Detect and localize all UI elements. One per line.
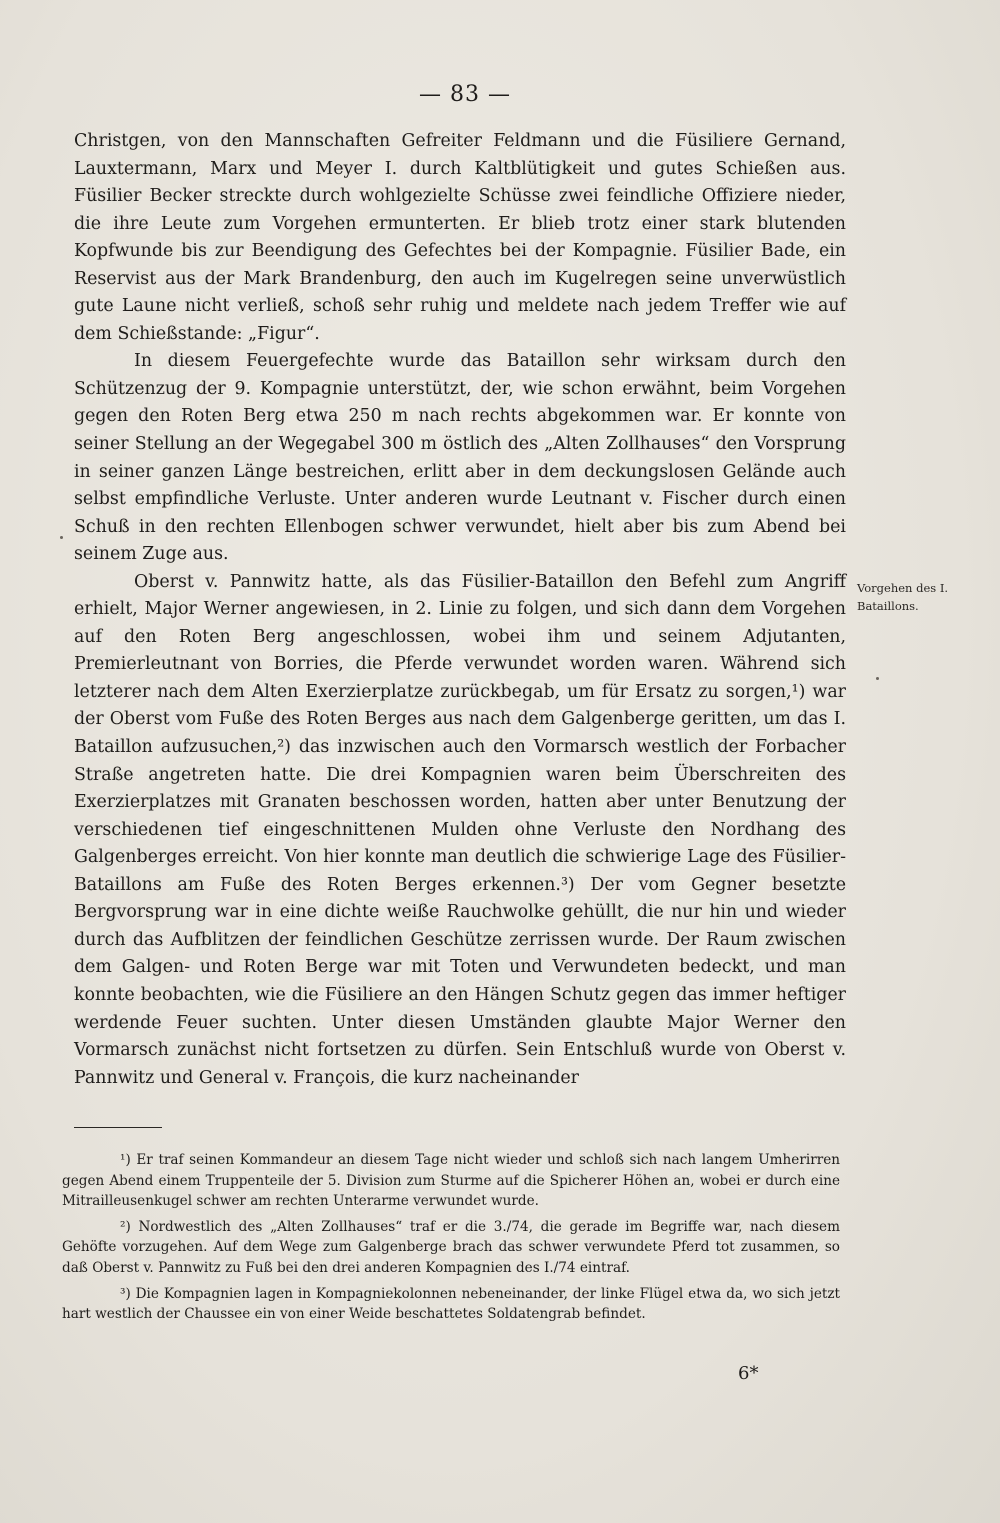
footnote: ¹) Er traf seinen Kommandeur an diesem Tage nicht wieder und schloß sich nach langem Umherirren gegen Abend einem Truppenteile der 5. Division zum Sturme auf die Spicherer Höhen an, wobei er durch eine Mitrailleusenkugel schwer am rechten Unterarme verwundet wurde. — [62, 1152, 840, 1210]
paragraph: Christgen, von den Mannschaften Gefreiter Feldmann und die Füsiliere Gernand, Lauxtermann, Marx und Meyer I. durch Kaltblütigkeit und gutes Schießen aus. Füsilier Becker streckte durch wohlgezielte Schüsse zwei feindliche Offiziere nieder, die ihre Leute zum Vorgehen ermunterten. Er blieb trotz einer stark blutenden Kopfwunde bis zur Beendigung des Gefechtes bei der Kompagnie. Füsilier Bade, ein Reservist aus der Mark Brandenburg, den auch im Kugelregen seine unverwüstlich gute Laune nicht verließ, schoß sehr ruhig und meldete nach jedem Treffer wie auf dem Schießstande: „Figur“. — [74, 131, 846, 344]
body-text — [74, 128, 846, 1092]
footnote: ³) Die Kompagnien lagen in Kompagniekolonnen nebeneinander, der linke Flügel etwa da, wo sich jetzt hart westlich der Chaussee ein von einer Weide beschattetes Soldatengrab befindet. — [62, 1285, 840, 1323]
paragraph: Oberst v. Pannwitz hatte, als das Füsilier-Bataillon den Befehl zum Angriff erhielt, Major Werner angewiesen, in 2. Linie zu folgen, und sich dann dem Vorgehen auf den Roten Berg angeschlossen, wobei ihm und seinem Adjutanten, Premierleutnant von Borries, die Pferde verwundet worden waren. Während sich letzterer nach dem Alten Exerzierplatze zurückbegab, um für Ersatz zu sorgen,¹) war der Oberst vom Fuße des Roten Berges aus nach dem Galgenberge geritten, um das I. Bataillon aufzusuchen,²) das inzwischen auch den Vormarsch westlich der Forbacher Straße angetreten hatte. Die drei Kompagnien waren beim Überschreiten des Exerzierplatzes mit Granaten beschossen worden, hatten aber unter Benutzung der verschiedenen tief eingeschnittenen Mulden ohne Verluste den Nordhang des Galgenberges erreicht. Von hier konnte man deutlich die schwierige Lage des Füsilier-Bataillons am Fuße des Roten Berges erkennen.³) Der vom Gegner besetzte Bergvorsprung war in eine dichte weiße Rauchwolke gehüllt, die nur hin und wieder durch das Aufblitzen der feindlichen Geschütze zerrissen wurde. Der Raum zwischen dem Galgen- und Roten Berge war mit Toten und Verwundeten bedeckt, und man konnte beobachten, wie die Füsiliere an den Hängen Schutz gegen das immer heftiger werdende Feuer suchten. Unter diesen Umständen glaubte Major Werner den Vormarsch zunächst nicht fortsetzen zu dürfen. Sein Entschluß wurde von Oberst v. Pannwitz und General v. François, die kurz nacheinander — [74, 571, 846, 1088]
printer-signature: 6* — [738, 1363, 759, 1384]
margin-note: Vorgehen des I. Bataillons. — [857, 581, 949, 613]
paper-speck — [876, 677, 879, 680]
footnote-rule — [74, 1127, 162, 1128]
footnotes — [62, 1150, 840, 1330]
page-number: — 83 — — [419, 82, 511, 107]
footnote: ²) Nordwestlich des „Alten Zollhauses“ traf er die 3./74, die gerade im Begriffe war, nach diesem Gehöfte vorzugehen. Auf dem Wege zum Galgenberge brach das schwer verwundete Pferd tot zusammen, so daß Oberst v. Pannwitz zu Fuß bei den drei anderen Kompagnien des I./74 eintraf. — [62, 1218, 840, 1276]
paper-speck — [60, 536, 63, 539]
paragraph: In diesem Feuergefechte wurde das Bataillon sehr wirksam durch den Schützenzug der 9. Kompagnie unterstützt, der, wie schon erwähnt, beim Vorgehen gegen den Roten Berg etwa 250 m nach rechts abgekommen war. Er konnte von seiner Stellung an der Wegegabel 300 m östlich des „Alten Zollhauses“ den Vorsprung in seiner ganzen Länge bestreichen, erlitt aber in dem deckungslosen Gelände auch selbst empfindliche Verluste. Unter anderen wurde Leutnant v. Fischer durch einen Schuß in den rechten Ellenbogen schwer verwundet, hielt aber bis zum Abend bei seinem Zuge aus. — [74, 351, 846, 565]
